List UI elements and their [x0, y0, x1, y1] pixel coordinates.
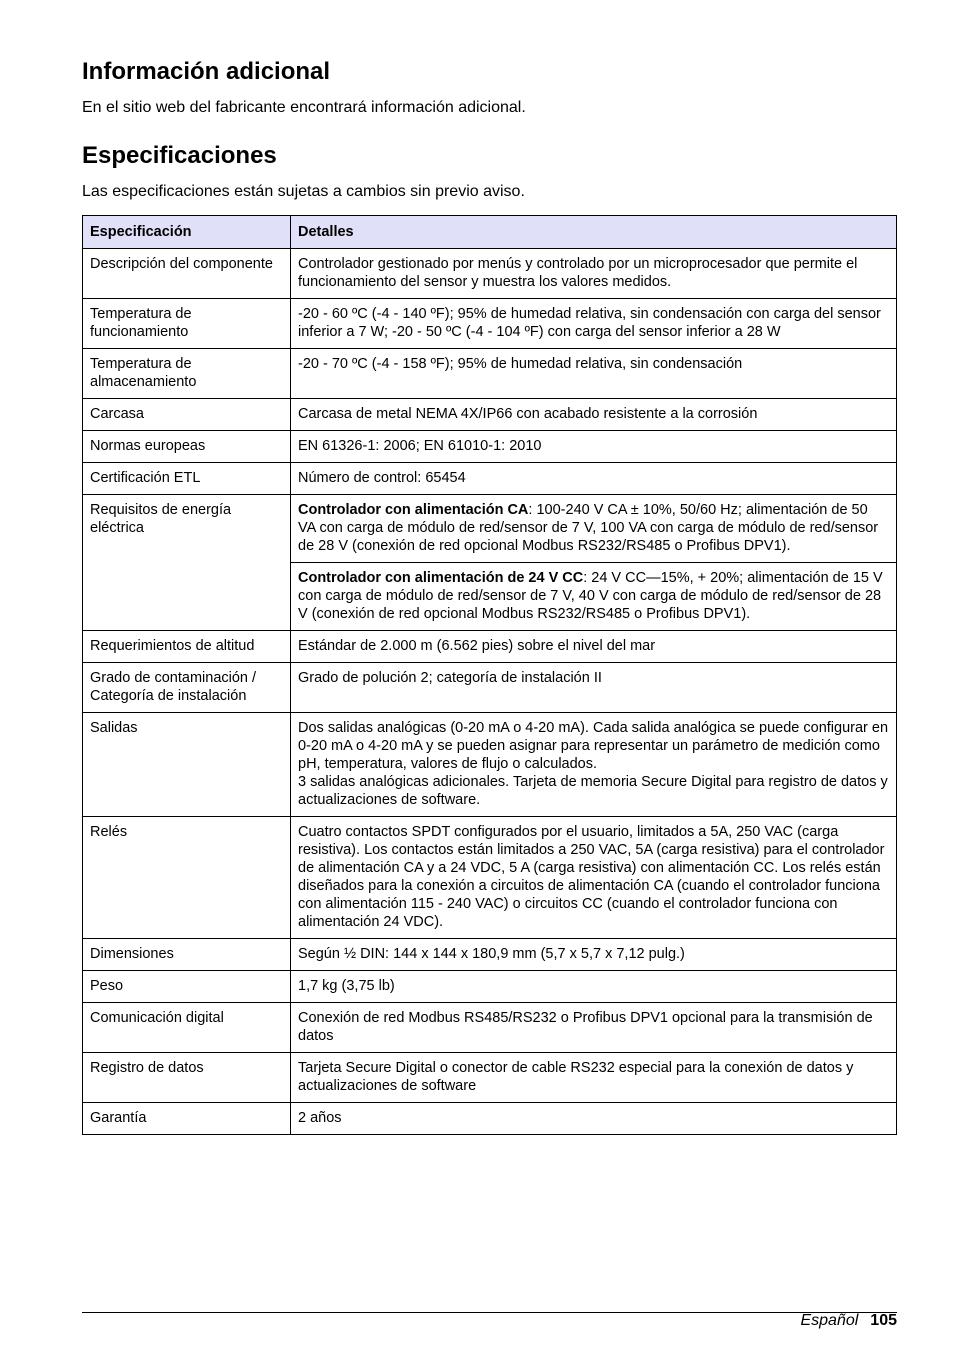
additional-info-text: En el sitio web del fabricante encontrará información adicional.	[82, 99, 526, 116]
spec-cell: Descripción del componente	[83, 249, 291, 299]
heading-specifications: Especificaciones	[82, 142, 277, 169]
spec-cell: Requisitos de energía eléctrica	[83, 495, 291, 631]
detail-cell: Controlador gestionado por menús y controlado por un microprocesador que permite el funcionamiento del sensor y muestra los valores medidos.	[291, 249, 897, 299]
table-row	[83, 495, 897, 563]
footer-language: Español	[800, 1312, 859, 1329]
spec-cell: Dimensiones	[83, 939, 291, 971]
table-row	[83, 1053, 897, 1103]
dc-controller-label: Controlador con alimentación de 24 V CC	[298, 570, 584, 586]
table-row	[83, 939, 897, 971]
spec-cell: Garantía	[83, 1103, 291, 1135]
heading-additional-info: Información adicional	[82, 58, 331, 85]
detail-cell: Tarjeta Secure Digital o conector de cable RS232 especial para la conexión de datos y actualizaciones de software	[291, 1053, 897, 1103]
detail-cell: 2 años	[291, 1103, 897, 1135]
table-row	[83, 1003, 897, 1053]
outputs-text-2: 3 salidas analógicas adicionales. Tarjeta de memoria Secure Digital para registro de datos y actualizaciones de software.	[298, 774, 888, 808]
table-row	[83, 663, 897, 713]
table-row	[83, 299, 897, 349]
spec-cell: Relés	[83, 817, 291, 939]
detail-cell: Grado de polución 2; categoría de instalación II	[291, 663, 897, 713]
table-row	[83, 1103, 897, 1135]
detail-cell	[291, 713, 897, 817]
detail-cell: Cuatro contactos SPDT configurados por el usuario, limitados a 5A, 250 VAC (carga resistiva). Los contactos están limitados a 250 VAC, 5A (carga resistiva) para el controlador de alimentación CA y a 24 VDC, 5 A (carga resistiva) con alimentación CC. Los relés están diseñados para la conexión a circuitos de alimentación CA (cuando el controlador funciona con alimentación 115 - 240 VAC) o circuitos CC (cuando el controlador funciona con alimentación 24 VDC).	[291, 817, 897, 939]
table-row	[83, 249, 897, 299]
spec-cell: Registro de datos	[83, 1053, 291, 1103]
table-row	[83, 971, 897, 1003]
table-row	[83, 349, 897, 399]
page-footer	[800, 1312, 897, 1330]
spec-cell: Grado de contaminación / Categoría de instalación	[83, 663, 291, 713]
spec-cell: Normas europeas	[83, 431, 291, 463]
specifications-table	[82, 215, 897, 1135]
detail-cell: Conexión de red Modbus RS485/RS232 o Profibus DPV1 opcional para la transmisión de datos	[291, 1003, 897, 1053]
table-row	[83, 713, 897, 817]
spec-cell: Temperatura de funcionamiento	[83, 299, 291, 349]
spec-cell: Certificación ETL	[83, 463, 291, 495]
detail-cell: Estándar de 2.000 m (6.562 pies) sobre el nivel del mar	[291, 631, 897, 663]
detail-cell: -20 - 70 ºC (-4 - 158 ºF); 95% de humedad relativa, sin condensación	[291, 349, 897, 399]
outputs-text-1: Dos salidas analógicas (0-20 mA o 4-20 mA). Cada salida analógica se puede configurar en 0-20 mA o 4-20 mA y se pueden asignar para representar un parámetro de medición como pH, temperatura, valores de flujo o calculados.	[298, 720, 889, 772]
spec-cell: Carcasa	[83, 399, 291, 431]
detail-cell: -20 - 60 ºC (-4 - 140 ºF); 95% de humedad relativa, sin condensación con carga del sensor inferior a 7 W; -20 - 50 ºC (-4 - 104 ºF) con carga del sensor inferior a 28 W	[291, 299, 897, 349]
footer-divider	[82, 1312, 897, 1313]
table-row	[83, 463, 897, 495]
table-row	[83, 817, 897, 939]
spec-cell: Temperatura de almacenamiento	[83, 349, 291, 399]
dc-controller-text: : 24 V CC—15%, + 20%; alimentación de 15 V con carga de módulo de red/sensor de 7 V, 40 V con carga de módulo de red/sensor de 28 V (conexión de red opcional Modbus RS232/RS485 o Profibus DPV1).	[298, 570, 883, 622]
table-row	[83, 631, 897, 663]
table-header-row	[83, 216, 897, 249]
column-header-details: Detalles	[291, 216, 897, 249]
table-row	[83, 431, 897, 463]
detail-cell: Número de control: 65454	[291, 463, 897, 495]
detail-cell-ac	[291, 495, 897, 563]
detail-cell: Según ½ DIN: 144 x 144 x 180,9 mm (5,7 x 5,7 x 7,12 pulg.)	[291, 939, 897, 971]
detail-cell: 1,7 kg (3,75 lb)	[291, 971, 897, 1003]
spec-cell: Salidas	[83, 713, 291, 817]
ac-controller-text: : 100-240 V CA ± 10%, 50/60 Hz; alimentación de 50 VA con carga de módulo de red/sensor de 7 V, 100 VA con carga de módulo de red/sensor de 28 V (conexión de red opcional Modbus RS232/RS485 o Profibus DPV1).	[298, 502, 879, 554]
spec-cell: Comunicación digital	[83, 1003, 291, 1053]
detail-cell: Carcasa de metal NEMA 4X/IP66 con acabado resistente a la corrosión	[291, 399, 897, 431]
specifications-intro-text: Las especificaciones están sujetas a cambios sin previo aviso.	[82, 183, 525, 200]
ac-controller-label: Controlador con alimentación CA	[298, 502, 529, 518]
detail-cell-dc	[291, 563, 897, 631]
page-number: 105	[870, 1312, 897, 1329]
detail-cell: EN 61326-1: 2006; EN 61010-1: 2010	[291, 431, 897, 463]
spec-cell: Requerimientos de altitud	[83, 631, 291, 663]
column-header-specification: Especificación	[83, 216, 291, 249]
spec-cell: Peso	[83, 971, 291, 1003]
table-row	[83, 399, 897, 431]
